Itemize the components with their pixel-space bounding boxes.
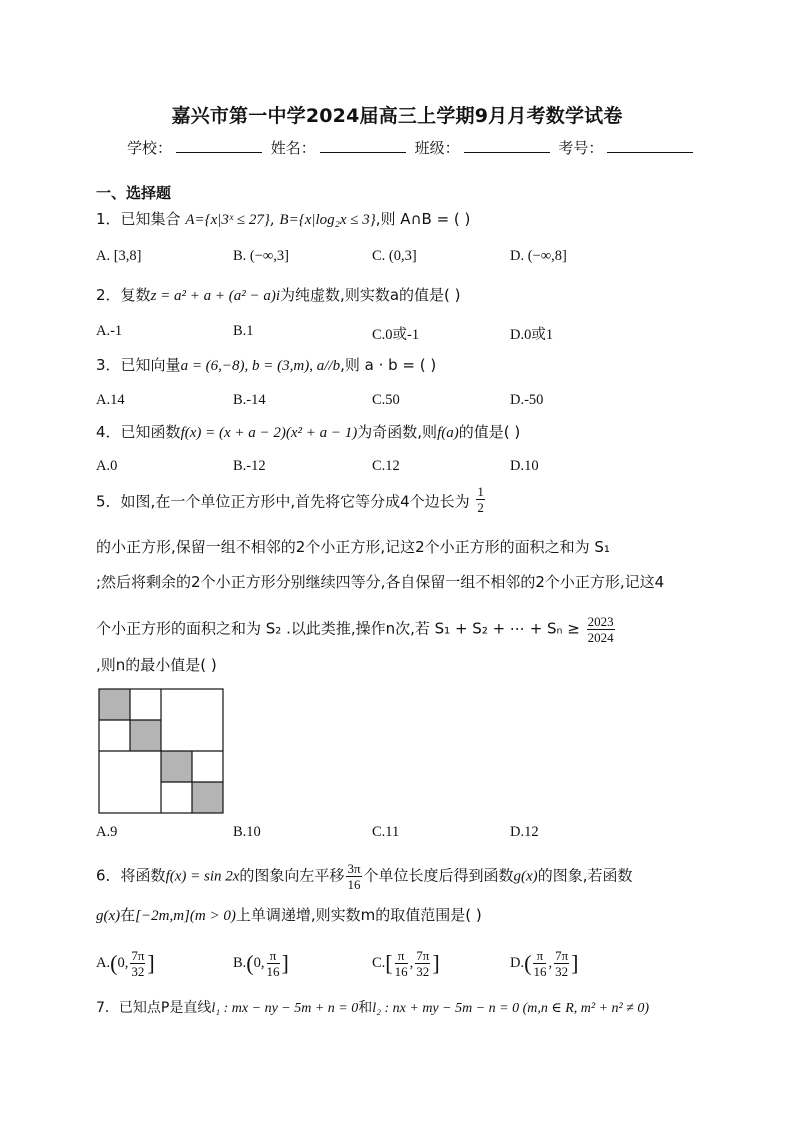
question-stem: 复数	[120, 286, 151, 304]
question-ask: 为奇函数,则	[357, 423, 438, 441]
exam-no-blank[interactable]	[607, 140, 693, 153]
q4-options	[96, 458, 696, 480]
q6-options	[96, 948, 696, 988]
fraction-3pi-16: $\frac{3\pi}{16}$	[347, 861, 361, 892]
q2-options	[96, 323, 696, 345]
q1-options	[96, 248, 696, 270]
q3-options	[96, 392, 696, 414]
fraction-2023-2024: $\frac{2023}{2024}$	[587, 614, 614, 645]
function-expression: f(x) = (x + a − 2)(x² + a − 1)	[180, 425, 358, 441]
question-6-line-2	[96, 904, 482, 927]
school-label: 学校：	[127, 139, 173, 157]
vector-expression: a = (6,−8), b = (3,m), a//b	[180, 358, 341, 374]
option-d[interactable]: D.0或1	[510, 327, 554, 343]
option-a[interactable]: A.0	[96, 458, 118, 474]
question-number: 3．	[96, 356, 121, 374]
name-label: 姓名：	[270, 139, 316, 157]
option-b[interactable]: B. (−∞,3]	[233, 248, 289, 264]
question-stem: 已知集合	[120, 210, 181, 228]
question-text: 个单位长度后得到函数	[363, 866, 514, 885]
question-3	[96, 354, 436, 377]
question-5-line-2: 的小正方形,保留一组不相邻的2个小正方形,记这2个小正方形的面积之和为 S₁	[96, 538, 610, 556]
square-subdivision-figure	[98, 688, 224, 814]
option-d[interactable]: D.-50	[510, 392, 544, 408]
option-d[interactable]: D.10	[510, 458, 539, 474]
shaded-square-1	[99, 689, 130, 720]
set-a-expression: A={x|3ˣ ≤ 27}	[185, 212, 270, 228]
line-l2-expression: l₂ : nx + my − 5m − n = 0 (m,n ∈ R, m² + n² ≠ 0)	[372, 1001, 650, 1016]
option-b[interactable]: B.(0, $\frac{\pi}{16}$ ]	[233, 948, 289, 979]
question-text: 的图象,若函数	[537, 866, 633, 885]
question-2	[96, 284, 460, 307]
g-expression: g(x)	[513, 868, 538, 885]
shaded-square-4	[192, 782, 223, 813]
question-text: 个小正方形的面积之和为 S₂ .以此类推,操作n次,若 S₁ + S₂ + ⋯ + Sₙ ≥	[96, 619, 580, 638]
question-5-line-1	[96, 484, 487, 515]
option-a[interactable]: A.9	[96, 824, 118, 840]
question-stem: 已知向量	[120, 356, 181, 374]
class-blank[interactable]	[464, 140, 550, 153]
question-number: 4．	[96, 423, 121, 441]
exam-no-label: 考号：	[558, 139, 604, 157]
option-c[interactable]: C.11	[372, 824, 400, 840]
question-number: 5．	[96, 492, 121, 511]
option-c[interactable]: C. (0,3]	[372, 248, 417, 264]
option-b[interactable]: B.-14	[233, 392, 266, 408]
option-c[interactable]: C.0或-1	[372, 327, 420, 343]
question-6-line-1	[96, 861, 632, 892]
name-blank[interactable]	[320, 140, 406, 153]
option-b[interactable]: B.10	[233, 824, 261, 840]
option-b[interactable]: B.1	[233, 323, 254, 339]
option-d[interactable]: D. (−∞,8]	[510, 248, 567, 264]
class-label: 班级：	[414, 139, 460, 157]
fa-expression: f(a)	[437, 425, 459, 441]
question-text: 和	[358, 1000, 373, 1016]
option-c[interactable]: C.50	[372, 392, 400, 408]
option-d[interactable]: D.( $\frac{\pi}{16}$ , $\frac{7\pi}{32}$ ]	[510, 948, 579, 979]
question-stem: 已知点P是直线	[118, 1000, 212, 1016]
option-d[interactable]: D.12	[510, 824, 539, 840]
section-heading: 一、选择题	[96, 184, 172, 202]
question-text: 上单调递增,则实数m的取值范围是( )	[235, 906, 482, 924]
option-b[interactable]: B.-12	[233, 458, 266, 474]
question-text: 如图,在一个单位正方形中,首先将它等分成4个边长为	[120, 492, 470, 511]
shaded-square-2	[130, 720, 161, 751]
complex-expression: z = a² + a + (a² − a)i	[150, 288, 281, 304]
interval-expression: [−2m,m](m > 0)	[135, 908, 236, 924]
school-blank[interactable]	[176, 140, 262, 153]
question-ask: ,则 a · b = ( )	[340, 356, 437, 374]
option-a[interactable]: A.(0, $\frac{7\pi}{32}$ ]	[96, 948, 155, 979]
question-5-line-3: ;然后将剩余的2个小正方形分别继续四等分,各自保留一组不相邻的2个小正方形,记这4	[96, 573, 665, 591]
question-number: 6．	[96, 866, 121, 885]
g-expression: g(x)	[96, 908, 121, 924]
question-tail: 的值是( )	[458, 423, 521, 441]
option-a[interactable]: A.14	[96, 392, 125, 408]
question-5-line-5: ,则n的最小值是( )	[96, 656, 217, 674]
function-expression: f(x) = sin 2x	[165, 868, 240, 885]
question-number: 1．	[96, 210, 121, 228]
q5-options	[96, 824, 696, 846]
exam-title: 嘉兴市第一中学2024届高三上学期9月月考数学试卷	[171, 105, 623, 127]
question-number: 7．	[96, 1000, 119, 1016]
question-5-line-4	[96, 614, 617, 645]
question-1: 1．已知集合 A={x|3ˣ ≤ 27}, B={x|log₂x ≤ 3},则 A∩B = ( )	[96, 210, 471, 228]
question-text: 的图象向左平移	[239, 866, 345, 885]
question-ask: 为纯虚数,则实数a的值是( )	[280, 286, 461, 304]
question-text: 在	[120, 906, 136, 924]
option-a[interactable]: A.-1	[96, 323, 123, 339]
student-info-row	[127, 137, 697, 158]
question-stem: 已知函数	[120, 423, 181, 441]
option-c[interactable]: C.[ $\frac{\pi}{16}$ , $\frac{7\pi}{32}$ ]	[372, 948, 440, 979]
option-c[interactable]: C.12	[372, 458, 400, 474]
shaded-square-3	[161, 751, 192, 782]
fraction-one-half: $\frac{1}{2}$	[477, 484, 484, 515]
set-b-expression: B={x|log₂x ≤ 3}	[279, 212, 376, 228]
question-text: 将函数	[120, 866, 166, 885]
line-l1-expression: l₁ : mx − ny − 5m + n = 0	[211, 1001, 359, 1016]
question-number: 2．	[96, 286, 121, 304]
option-a[interactable]: A. [3,8]	[96, 248, 142, 264]
question-7	[96, 997, 649, 1020]
question-ask: ,则 A∩B = ( )	[375, 210, 471, 228]
question-4	[96, 421, 520, 444]
